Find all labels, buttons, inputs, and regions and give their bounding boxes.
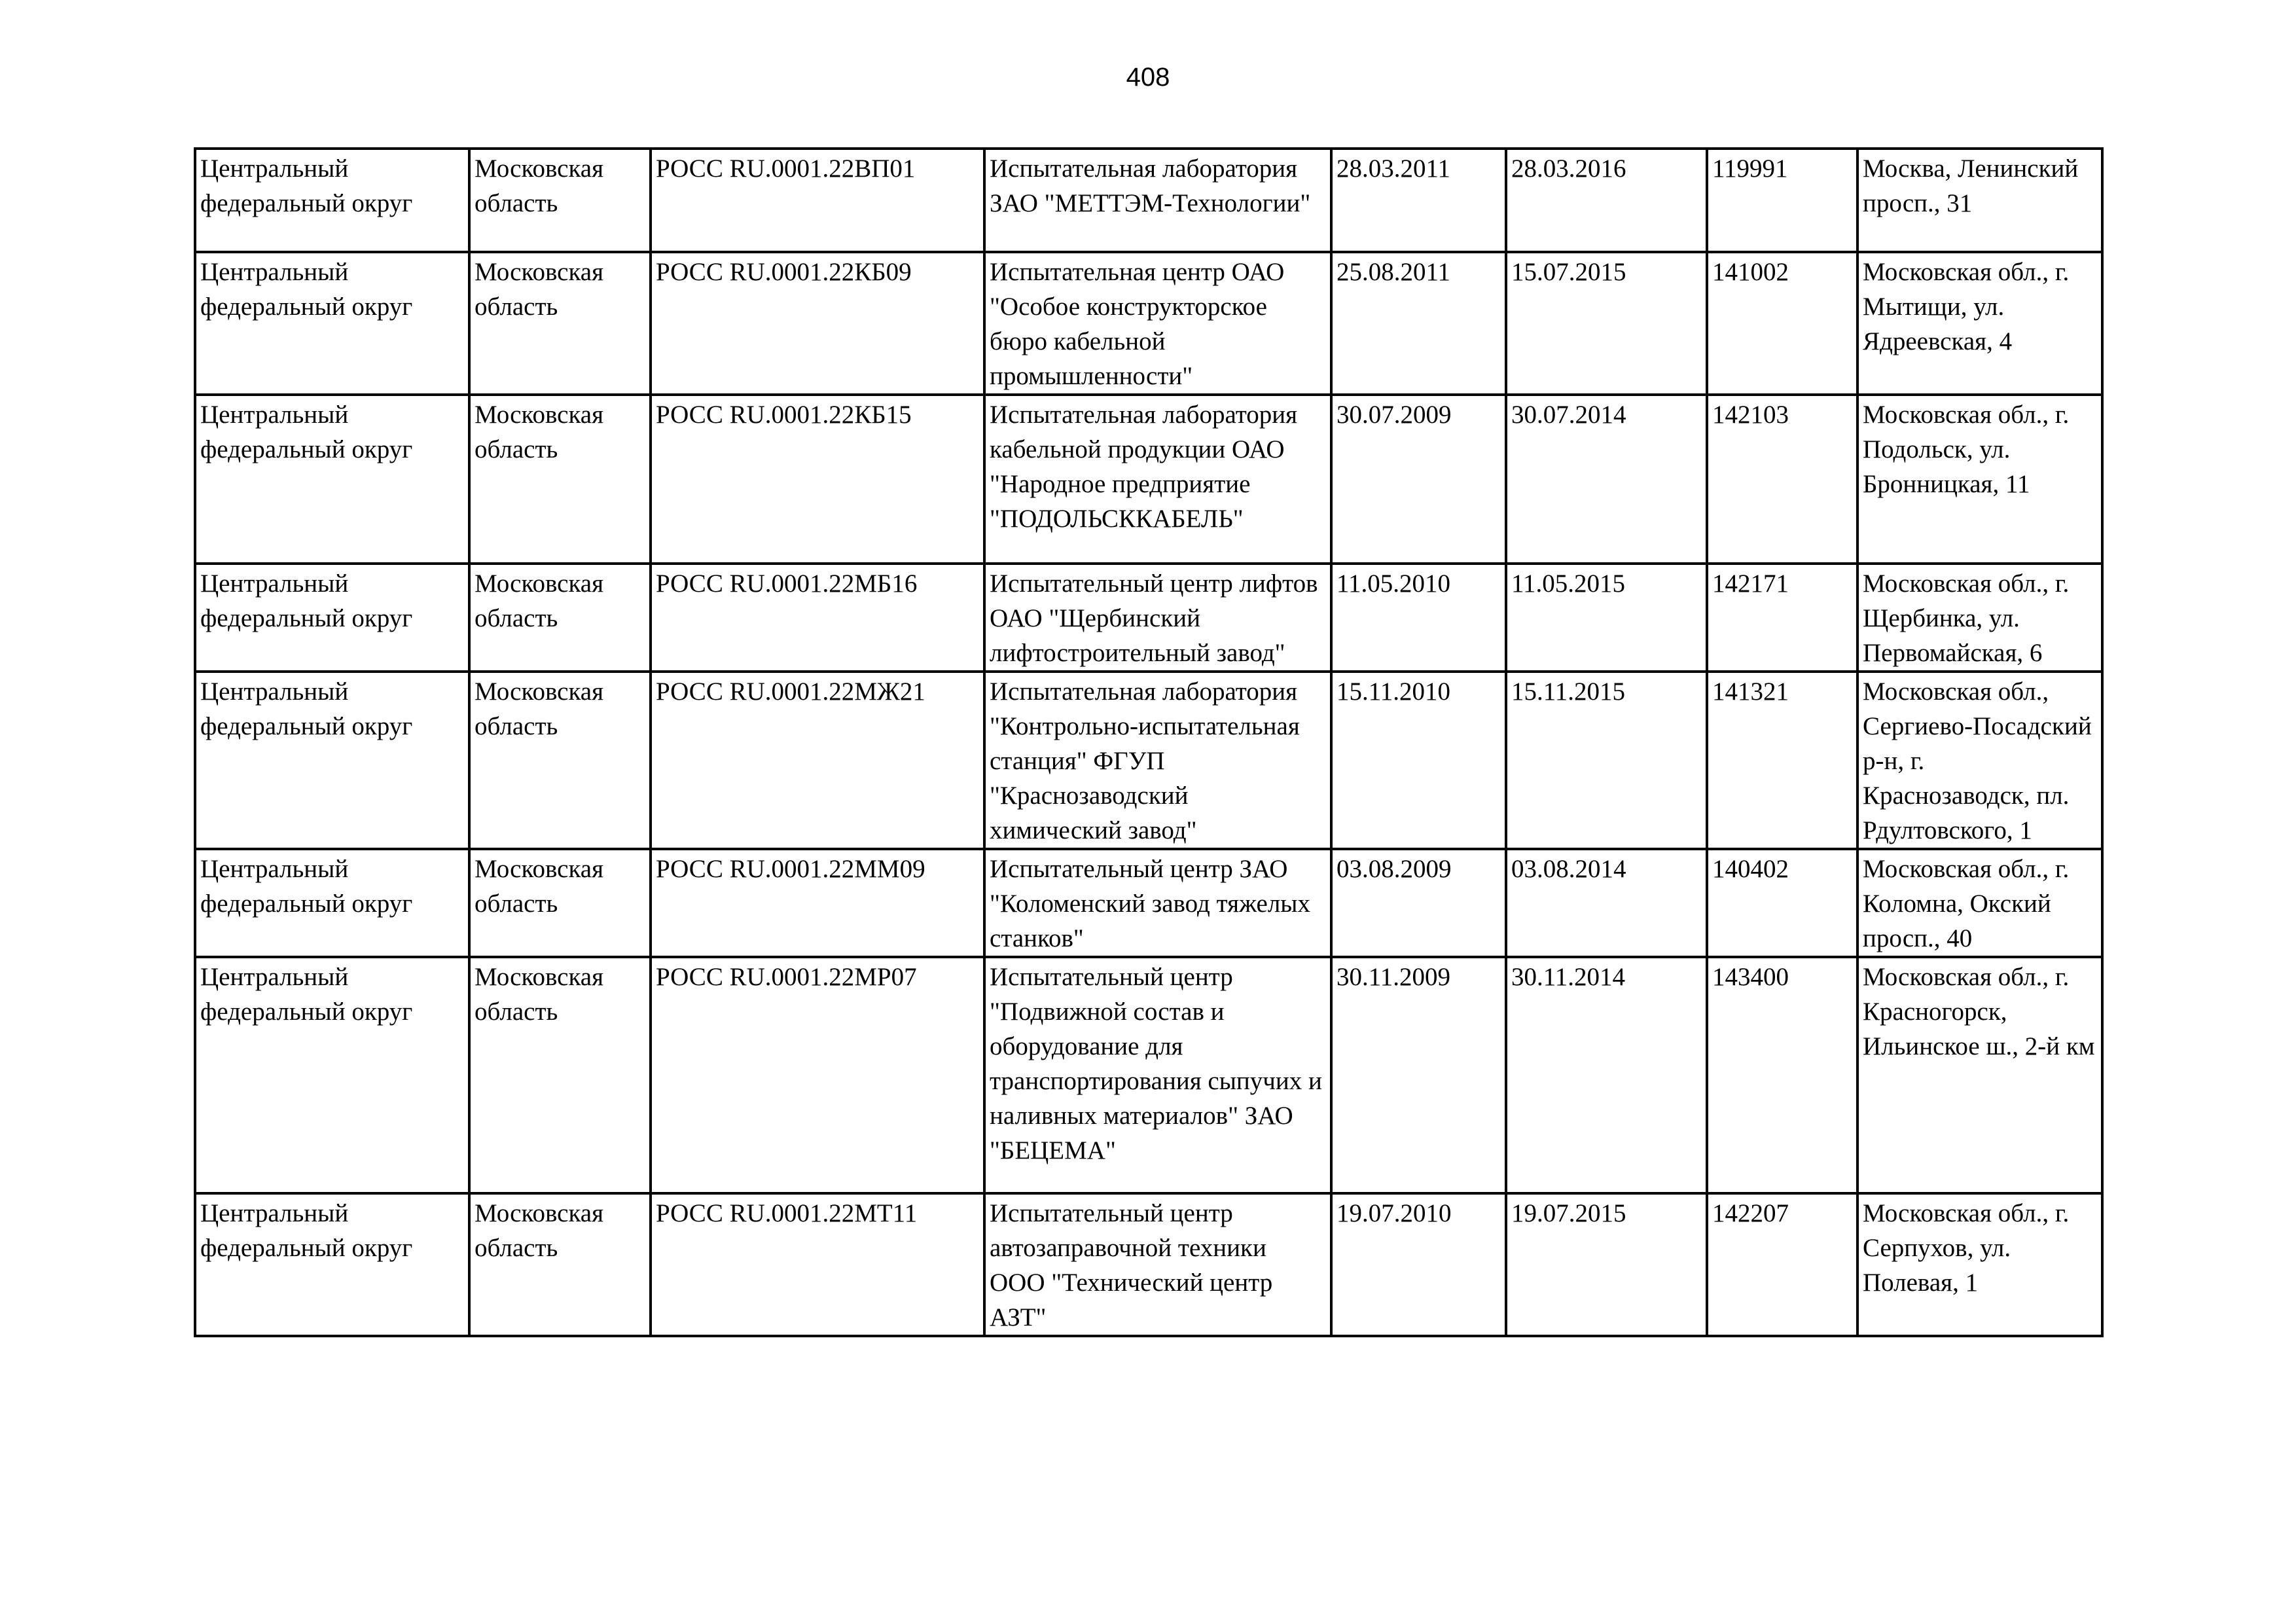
registration-number-cell: РОСС RU.0001.22МБ16 [651,564,984,672]
registration-number-cell: РОСС RU.0001.22КБ15 [651,395,984,564]
district-cell: Центральный федеральный округ [195,395,469,564]
registry-table [194,147,2104,1337]
district-cell: Центральный федеральный округ [195,252,469,395]
organization-name-cell: Испытательная лаборатория "Контрольно-испытательная станция" ФГУП "Краснозаводский химический завод" [984,672,1331,849]
postal-code-cell: 140402 [1707,849,1857,957]
postal-code-cell: 142171 [1707,564,1857,672]
district-cell: Центральный федеральный округ [195,149,469,252]
date-issued-cell: 03.08.2009 [1331,849,1506,957]
region-cell: Московская область [469,395,651,564]
address-cell: Московская обл., г. Подольск, ул. Бронницкая, 11 [1857,395,2102,564]
table-row [195,849,2102,957]
date-valid-cell: 11.05.2015 [1506,564,1707,672]
date-issued-cell: 11.05.2010 [1331,564,1506,672]
postal-code-cell: 141002 [1707,252,1857,395]
region-cell: Московская область [469,672,651,849]
date-valid-cell: 30.07.2014 [1506,395,1707,564]
date-issued-cell: 25.08.2011 [1331,252,1506,395]
address-cell: Москва, Ленинский просп., 31 [1857,149,2102,252]
address-cell: Московская обл., г. Коломна, Окский просп., 40 [1857,849,2102,957]
organization-name-cell: Испытательная лаборатория ЗАО "МЕТТЭМ-Технологии" [984,149,1331,252]
table-row [195,564,2102,672]
address-cell: Московская обл., г. Серпухов, ул. Полевая, 1 [1857,1193,2102,1336]
organization-name-cell: Испытательная центр ОАО "Особое конструкторское бюро кабельной промышленности" [984,252,1331,395]
organization-name-cell: Испытательный центр "Подвижной состав и оборудование для транспортирования сыпучих и наливных материалов" ЗАО "БЕЦЕМА" [984,957,1331,1193]
organization-name-cell: Испытательный центр ЗАО "Коломенский завод тяжелых станков" [984,849,1331,957]
organization-name-cell: Испытательный центр автозаправочной техники ООО "Технический центр АЗТ" [984,1193,1331,1336]
postal-code-cell: 142207 [1707,1193,1857,1336]
table-row [195,957,2102,1193]
organization-name-cell: Испытательная лаборатория кабельной продукции ОАО "Народное предприятие "ПОДОЛЬСККАБЕЛЬ" [984,395,1331,564]
date-valid-cell: 30.11.2014 [1506,957,1707,1193]
registration-number-cell: РОСС RU.0001.22МР07 [651,957,984,1193]
date-valid-cell: 15.07.2015 [1506,252,1707,395]
date-valid-cell: 28.03.2016 [1506,149,1707,252]
registration-number-cell: РОСС RU.0001.22ВП01 [651,149,984,252]
page-number: 408 [1126,63,1170,92]
organization-name-cell: Испытательный центр лифтов ОАО "Щербинский лифтостроительный завод" [984,564,1331,672]
table-row [195,672,2102,849]
date-issued-cell: 30.07.2009 [1331,395,1506,564]
table-row [195,149,2102,252]
district-cell: Центральный федеральный округ [195,672,469,849]
registration-number-cell: РОСС RU.0001.22МЖ21 [651,672,984,849]
district-cell: Центральный федеральный округ [195,957,469,1193]
registration-number-cell: РОСС RU.0001.22МТ11 [651,1193,984,1336]
address-cell: Московская обл., г. Мытищи, ул. Ядреевская, 4 [1857,252,2102,395]
date-issued-cell: 15.11.2010 [1331,672,1506,849]
address-cell: Московская обл., г. Щербинка, ул. Первомайская, 6 [1857,564,2102,672]
date-issued-cell: 19.07.2010 [1331,1193,1506,1336]
table-row [195,1193,2102,1336]
postal-code-cell: 119991 [1707,149,1857,252]
table-row [195,252,2102,395]
postal-code-cell: 143400 [1707,957,1857,1193]
address-cell: Московская обл., г. Красногорск, Ильинское ш., 2-й км [1857,957,2102,1193]
region-cell: Московская область [469,1193,651,1336]
region-cell: Московская область [469,564,651,672]
region-cell: Московская область [469,252,651,395]
region-cell: Московская область [469,849,651,957]
postal-code-cell: 142103 [1707,395,1857,564]
address-cell: Московская обл., Сергиево-Посадский р-н, г. Краснозаводск, пл. Рдултовского, 1 [1857,672,2102,849]
district-cell: Центральный федеральный округ [195,1193,469,1336]
date-issued-cell: 30.11.2009 [1331,957,1506,1193]
date-valid-cell: 15.11.2015 [1506,672,1707,849]
date-valid-cell: 03.08.2014 [1506,849,1707,957]
registration-number-cell: РОСС RU.0001.22ММ09 [651,849,984,957]
date-issued-cell: 28.03.2011 [1331,149,1506,252]
date-valid-cell: 19.07.2015 [1506,1193,1707,1336]
district-cell: Центральный федеральный округ [195,849,469,957]
registration-number-cell: РОСС RU.0001.22КБ09 [651,252,984,395]
region-cell: Московская область [469,957,651,1193]
region-cell: Московская область [469,149,651,252]
table-row [195,395,2102,564]
district-cell: Центральный федеральный округ [195,564,469,672]
postal-code-cell: 141321 [1707,672,1857,849]
